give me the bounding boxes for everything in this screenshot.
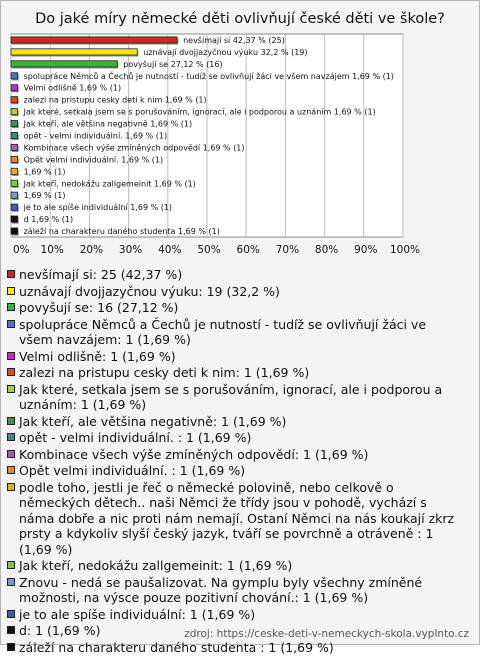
legend-item	[7, 349, 462, 365]
bar-label: povyšují se 27,12 % (16)	[123, 59, 223, 69]
bar	[11, 168, 18, 174]
legend-label: zalezi na pristupu cesky deti k nim: 1 (1,69 %)	[19, 365, 310, 380]
legend-item	[7, 284, 462, 300]
bar	[11, 192, 18, 198]
legend-label: spolupráce Němců a Čechů je nutností - tudíž se ovlivňují žáci ve všem navzájem: 1 (1,69 %)	[19, 316, 427, 347]
x-tick-label: 80%	[314, 244, 339, 256]
legend-label: povyšují se: 16 (27,12 %)	[19, 300, 179, 315]
bar-chart	[1, 1, 479, 263]
bar-group	[11, 202, 172, 212]
bar	[11, 228, 18, 234]
bar-group	[11, 35, 285, 45]
bar-label: 1,69 % (1)	[23, 167, 66, 177]
legend-item	[7, 640, 462, 656]
legend-swatch	[7, 433, 15, 441]
legend-item	[7, 607, 462, 623]
bar	[11, 37, 177, 43]
bar	[11, 49, 137, 55]
legend-item	[7, 463, 462, 479]
bar-label: opět - velmi individuální. 1,69 % (1)	[23, 131, 168, 141]
legend-label: nevšímají si: 25 (42,37 %)	[19, 267, 183, 282]
legend-swatch	[7, 466, 15, 474]
bar	[11, 180, 18, 186]
legend-swatch	[7, 626, 15, 634]
legend-swatch	[7, 287, 15, 295]
bar-group	[11, 107, 376, 117]
x-tick-label: 90%	[354, 244, 378, 256]
bar-group	[11, 96, 207, 105]
legend-item	[7, 382, 462, 413]
bar	[11, 144, 18, 150]
bar-label: je to ale spíše individuální 1,69 % (1)	[23, 203, 173, 213]
legend	[7, 267, 462, 656]
legend-item	[7, 317, 462, 348]
bar	[11, 216, 18, 222]
bar-label: zalezi na pristupu cesky deti k nim 1,69 % (1)	[23, 95, 207, 105]
bar-label: záleží na charakteru daného studenta 1,69 % (1)	[23, 227, 220, 237]
legend-swatch	[7, 270, 15, 278]
bar-group	[11, 179, 196, 188]
legend-swatch	[7, 417, 15, 425]
legend-item	[7, 430, 462, 446]
legend-item	[7, 447, 462, 463]
x-tick-label: 100%	[389, 244, 421, 256]
legend-item	[7, 267, 462, 283]
legend-swatch	[7, 385, 15, 393]
x-tick-label: 10%	[40, 244, 64, 256]
legend-label: Znovu - nedá se paušalizovat. Na gymplu byly všechny zmíněné možnosti, na výsce pouze pozitivní chování.: 1 (1,69 %)	[19, 574, 423, 605]
bar-label: Jak které, setkala jsem se s porušováním, ignorací, ale i podporou a uznáním 1,69 % (1)	[23, 107, 376, 117]
bar-label: nevšímají si 42,37 % (25)	[183, 35, 285, 45]
legend-swatch	[7, 320, 15, 328]
legend-swatch	[7, 578, 15, 586]
legend-label: uznávají dvojjazyčnou výuku: 19 (32,2 %)	[19, 283, 280, 299]
legend-swatch	[7, 483, 15, 491]
bar-group	[11, 226, 220, 236]
legend-swatch	[7, 303, 15, 311]
bar-group	[11, 142, 245, 152]
bar	[11, 73, 18, 79]
legend-label: opět - velmi individuální. : 1 (1,69 %)	[19, 430, 252, 445]
x-tick-label: 40%	[158, 244, 182, 256]
legend-item	[7, 575, 462, 606]
legend-label: d: 1 (1,69 %)	[19, 623, 101, 638]
bar-group	[11, 59, 223, 69]
bar-group	[11, 83, 121, 93]
chart-title: Do jaké míry německé děti ovlivňují české děti ve škole?	[35, 11, 445, 27]
source-note: zdroj: https://ceske-deti-v-nemeckych-skola.vyplnto.cz	[184, 628, 469, 640]
bar-label: Kombinace všech výše zmíněných odpovědí 1,69 % (1)	[23, 143, 245, 153]
legend-swatch	[7, 352, 15, 360]
legend-item	[7, 300, 462, 316]
bar-group	[11, 155, 163, 164]
bar	[11, 97, 18, 103]
bar	[11, 61, 117, 67]
bar	[11, 85, 18, 91]
bar-label: Jak kteří, ale většina negativně 1,69 % (1)	[23, 119, 193, 129]
legend-label: je to ale spíše individuální: 1 (1,69 %)	[19, 606, 256, 622]
legend-swatch	[7, 610, 15, 618]
bar	[11, 132, 18, 138]
legend-swatch	[7, 561, 15, 569]
bar-label: Velmi odlišně 1,69 % (1)	[23, 83, 122, 93]
bar-label: spolupráce Němců a Čechů je nutností - tudíž se ovlivňují žáci ve všem navzájem 1,69 % (1)	[23, 71, 394, 81]
bar-group	[11, 70, 394, 81]
legend-label: Kombinace všech výše zmíněných odpovědí: 1 (1,69 %)	[19, 446, 369, 462]
legend-swatch	[7, 368, 15, 376]
bar-label: Opět velmi individuální. 1,69 % (1)	[23, 155, 164, 165]
legend-label: Jak které, setkala jsem se s porušováním, ignorací, ale i podporou a uznáním: 1 (1,69 %)	[19, 381, 443, 412]
bar	[11, 109, 18, 115]
legend-label: Jak kteří, nedokážu zallgemeinit: 1 (1,69 %)	[19, 558, 293, 573]
x-tick-label: 70%	[275, 244, 300, 256]
legend-label: Opět velmi individuální. : 1 (1,69 %)	[19, 463, 246, 478]
bar-group	[11, 47, 308, 57]
legend-label: podle toho, jestli je řeč o německé polovině, nebo celkově o německých dětech.. naši Němci že třídy jsou v pohodě, vychází s náma dobře a nic proti nám nemají. Ostaní Němci na nás koukají zkrz prsty a kdykoliv slyší český jazyk, tváří se povrchně a otráveně : 1 (1,69 %)	[19, 479, 455, 557]
bar	[11, 204, 18, 210]
legend-item	[7, 480, 462, 558]
bar-group	[11, 119, 192, 129]
x-tick-label: 50%	[197, 244, 221, 256]
legend-item	[7, 558, 462, 574]
legend-swatch	[7, 643, 15, 651]
bar-label: Jak kteří, nedokážu zallgemeinit 1,69 % (1)	[23, 179, 196, 189]
bar-label: uznávají dvojjazyčnou výuku 32,2 % (19)	[143, 47, 308, 57]
bar	[11, 120, 18, 126]
legend-swatch	[7, 450, 15, 458]
legend-label: Jak kteří, ale většina negativně: 1 (1,69 %)	[19, 413, 287, 429]
legend-label: záleží na charakteru daného studenta : 1 (1,69 %)	[19, 639, 334, 655]
x-tick-label: 60%	[236, 244, 260, 256]
bar-label: d 1,69 % (1)	[23, 215, 74, 225]
bar-group	[11, 132, 167, 141]
bar-label: 1,69 % (1)	[23, 191, 66, 201]
x-tick-label: 30%	[118, 244, 143, 256]
legend-item	[7, 365, 462, 381]
legend-label: Velmi odlišně: 1 (1,69 %)	[19, 348, 176, 364]
bar	[11, 156, 18, 162]
x-tick-label: 0%	[13, 244, 30, 256]
legend-item	[7, 414, 462, 430]
x-tick-label: 20%	[79, 244, 104, 256]
